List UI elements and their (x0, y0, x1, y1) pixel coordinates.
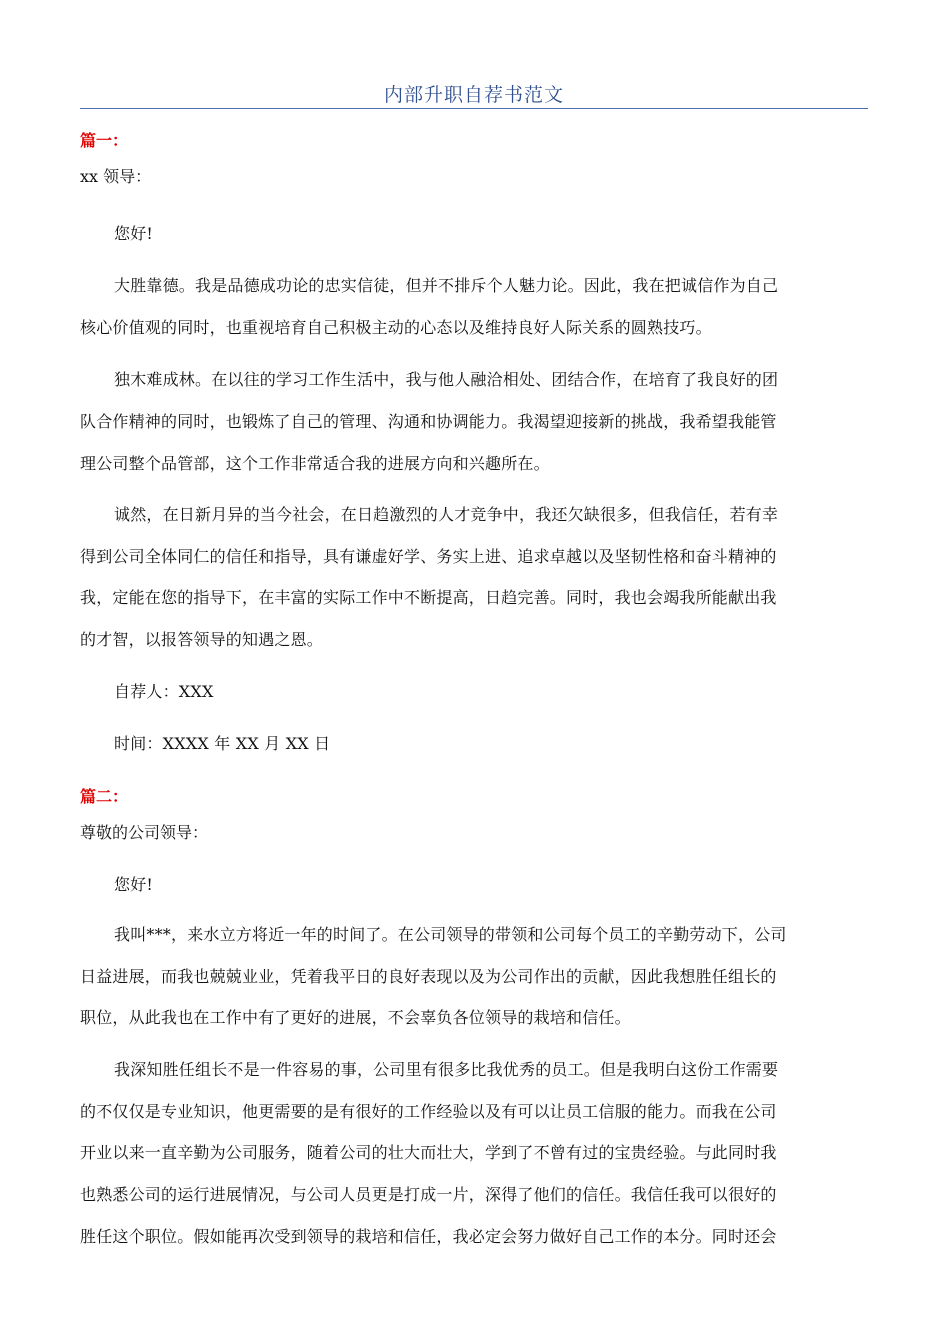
paragraph-line: 理公司整个品管部，这个工作非常适合我的进展方向和兴趣所在。 (80, 454, 550, 473)
document-title: 内部升职自荐书范文 (383, 84, 564, 106)
section-heading-2: 篇二： (80, 787, 129, 806)
paragraph-line: 胜任这个职位。假如能再次受到领导的栽培和信任，我必定会努力做好自己工作的本分。同时还会 (80, 1227, 777, 1246)
salutation-2: 尊敬的公司领导： (80, 823, 209, 842)
paragraph-line: 诚然，在日新月异的当今社会，在日趋激烈的人才竞争中，我还欠缺很多，但我信任，若有幸 (114, 505, 779, 524)
greeting-1: 您好! (114, 224, 154, 243)
paragraph-line: 队合作精神的同时，也锻炼了自己的管理、沟通和协调能力。我渴望迎接新的挑战，我希望我能管 (80, 412, 777, 431)
title-underline (80, 108, 868, 109)
paragraph-line: 也熟悉公司的运行进展情况，与公司人员更是打成一片，深得了他们的信任。我信任我可以很好的 (80, 1185, 777, 1204)
paragraph-line: 大胜靠德。我是品德成功论的忠实信徒，但并不排斥个人魅力论。因此，我在把诚信作为自己 (114, 276, 779, 295)
salutation-1: xx 领导： (80, 167, 152, 186)
paragraph-line: 我深知胜任组长不是一件容易的事，公司里有很多比我优秀的员工。但是我明白这份工作需要 (114, 1060, 779, 1079)
paragraph-line: 的不仅仅是专业知识，他更需要的是有很好的工作经验以及有可以让员工信服的能力。而我在公司 (80, 1102, 777, 1121)
paragraph-line: 开业以来一直辛勤为公司服务，随着公司的壮大而壮大，学到了不曾有过的宝贵经验。与此同时我 (80, 1143, 777, 1162)
date-1: 时间：XXXX 年 XX 月 XX 日 (114, 734, 331, 753)
paragraph-line: 职位，从此我也在工作中有了更好的进展，不会辜负各位领导的栽培和信任。 (80, 1008, 631, 1027)
signature-1: 自荐人：XXX (114, 682, 214, 701)
paragraph-line: 日益进展，而我也兢兢业业，凭着我平日的良好表现以及为公司作出的贡献，因此我想胜任组长的 (80, 967, 777, 986)
paragraph-line: 我，定能在您的指导下，在丰富的实际工作中不断提高，日趋完善。同时，我也会竭我所能献出我 (80, 588, 777, 607)
paragraph-line: 得到公司全体同仁的信任和指导，具有谦虚好学、务实上进、追求卓越以及坚韧性格和奋斗精神的 (80, 547, 777, 566)
paragraph-line: 的才智，以报答领导的知遇之恩。 (80, 630, 324, 649)
greeting-2: 您好! (114, 875, 154, 894)
paragraph-line: 我叫***，来水立方将近一年的时间了。在公司领导的带领和公司每个员工的辛勤劳动下，公司 (114, 925, 787, 944)
paragraph-line: 独木难成林。在以往的学习工作生活中，我与他人融洽相处、团结合作，在培育了我良好的团 (114, 370, 779, 389)
section-heading-1: 篇一： (80, 131, 129, 150)
paragraph-line: 核心价值观的同时，也重视培育自己积极主动的心态以及维持良好人际关系的圆熟技巧。 (80, 318, 712, 337)
